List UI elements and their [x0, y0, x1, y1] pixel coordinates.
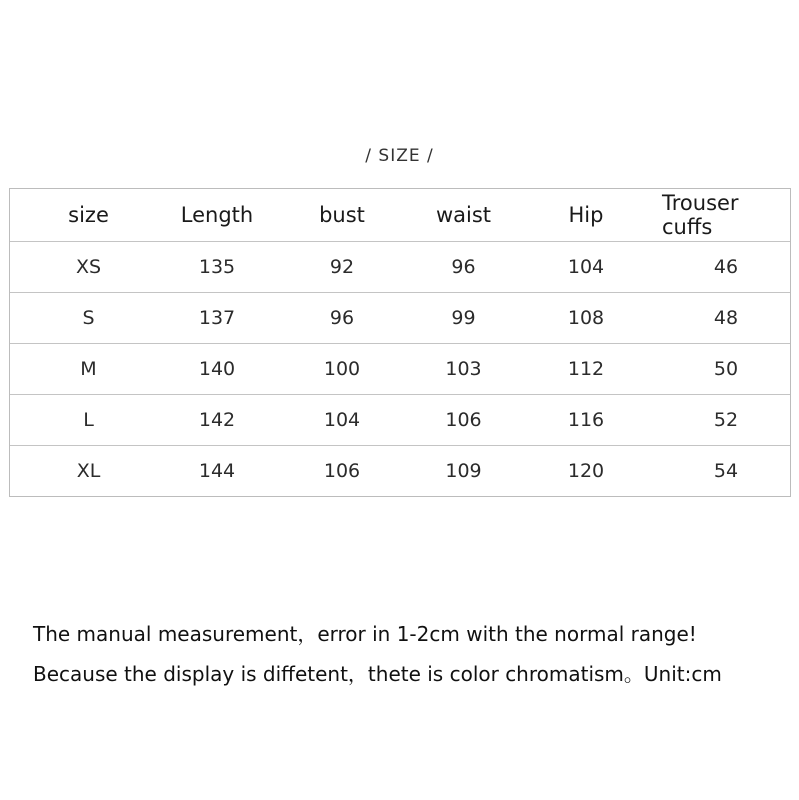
header-waist: waist	[435, 203, 492, 227]
cell-hip: 120	[567, 460, 605, 482]
cell-size: M	[80, 358, 97, 380]
cell-length: 142	[198, 409, 236, 431]
cell-hip: 116	[567, 409, 605, 431]
note-line-measurement: The manual measurement，error in 1-2cm with the normal range!	[33, 622, 697, 646]
cell-size: XS	[75, 256, 102, 278]
cell-trouser-cuffs: 48	[713, 307, 739, 329]
cell-waist: 109	[445, 460, 482, 482]
cell-bust: 96	[329, 307, 355, 329]
cell-waist: 103	[445, 358, 482, 380]
table-row	[10, 343, 790, 394]
cell-trouser-cuffs: 50	[713, 358, 739, 380]
cell-waist: 99	[451, 307, 476, 329]
size-chart-heading: / SIZE /	[365, 146, 434, 166]
cell-waist: 106	[445, 409, 482, 431]
header-trouser-cuffs: Trouser cuffs	[662, 191, 739, 239]
header-length: Length	[180, 203, 254, 227]
measurement-notes	[33, 614, 722, 694]
cell-trouser-cuffs: 54	[713, 460, 739, 482]
header-size: size	[68, 203, 109, 227]
cell-size: L	[83, 409, 94, 431]
size-table	[9, 188, 791, 497]
header-hip: Hip	[568, 203, 604, 227]
cell-size: S	[82, 307, 95, 329]
cell-bust: 100	[323, 358, 361, 380]
cell-trouser-cuffs: 46	[713, 256, 739, 278]
header-bust: bust	[319, 203, 365, 227]
cell-length: 144	[198, 460, 236, 482]
cell-trouser-cuffs: 52	[713, 409, 739, 431]
cell-bust: 104	[323, 409, 361, 431]
cell-bust: 92	[329, 256, 355, 278]
cell-size: XL	[76, 460, 101, 482]
cell-hip: 108	[567, 307, 605, 329]
cell-length: 140	[198, 358, 236, 380]
table-row	[10, 394, 790, 445]
cell-bust: 106	[323, 460, 361, 482]
cell-length: 137	[198, 307, 236, 329]
note-line-display: Because the display is diffetent，thete is color chromatism。Unit:cm	[33, 662, 722, 686]
cell-waist: 96	[451, 256, 476, 278]
table-header-row	[10, 189, 790, 241]
table-row	[10, 241, 790, 292]
cell-hip: 104	[567, 256, 605, 278]
cell-hip: 112	[567, 358, 605, 380]
table-row	[10, 292, 790, 343]
cell-length: 135	[198, 256, 236, 278]
table-row	[10, 445, 790, 496]
